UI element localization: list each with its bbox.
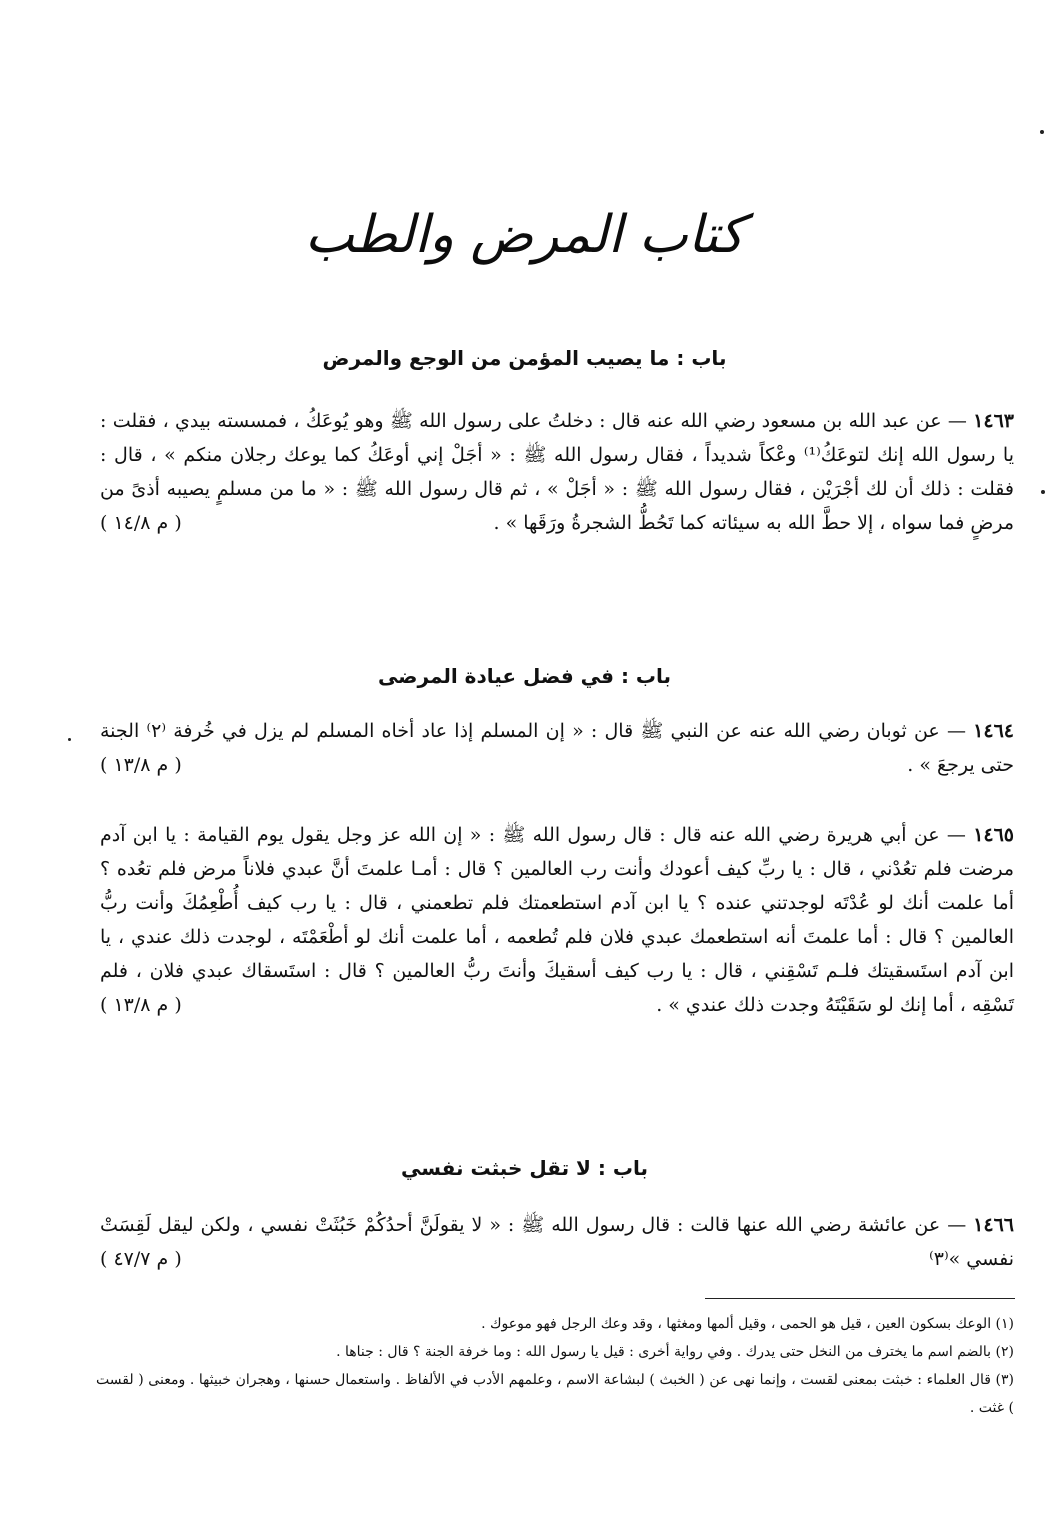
hadith-paragraph [100, 714, 1014, 782]
hadith-paragraph [100, 404, 1014, 540]
scan-speck [68, 738, 71, 741]
hadith-text: — عن أبي هريرة رضي الله عنه قال : قال رسول الله ﷺ : « إن الله عز وجل يقول يوم القيامة : يا ابن آدم مرضت فلم تعُدْني ، قال : يا ربِّ كيف أعودك وأنت رب العالمين ؟ قال : أمـا علمتَ أنَّ عبدي فلاناً مرض فلم تعُده ؟ أما علمت أنك لو عُدْتَه لوجدتني عنده ؟ يا ابن آدم استطعمتك فلم تطعمني ، قال : يا رب كيف أُطْعِمُكَ وأنت ربُّ العالمين ؟ قال : أما علمتَ أنه استطعمك عبدي فلان فلم تُطعمه ، أما علمت أنك لو أطْعَمْتَه ، لوجدت ذلك عندي ، يا ابن آدم استَسقيتك فلـم تَسْقِني ، قال : يا رب كيف أسقيكَ وأنتَ ربُّ العالمين ؟ قال : استَسقاك عبدي فلان ، فلم تَسْقِه ، أما إنك لو سَقَيْتَهُ وجدت ذلك عندي » . [100, 824, 1014, 1016]
page-title: كتاب المرض والطب [304, 205, 745, 265]
scan-speck [1040, 130, 1044, 134]
hadith-number: ١٤٦٤ [973, 720, 1014, 742]
hadith-paragraph [100, 1208, 1014, 1276]
hadith-text: — عن عائشة رضي الله عنها قالت : قال رسول الله ﷺ : « لا يقولَنَّ أحدُكُمْ خَبُثَتْ نفسي ، ولكن ليقل لَقِسَتْ نفسي »⁽٣⁾ [100, 1214, 1014, 1270]
section-heading: باب : في فضل عيادة المرضى [377, 664, 672, 688]
hadith-reference: ( م ١٣/٨ ) [100, 994, 182, 1016]
footnotes [96, 1310, 1014, 1422]
section-heading: باب : لا تقل خبثت نفسي [401, 1156, 648, 1180]
footnote: (١) الوعك بسكون العين ، قيل هو الحمى ، وقيل ألمها ومغثها ، وقد وعك الرجل فهو موعوك . [481, 1316, 1014, 1332]
hadith-number: ١٤٦٣ [973, 410, 1014, 432]
footnote: (٣) قال العلماء : خبثت بمعنى لقست ، وإنما نهى عن ( الخبث ) لبشاعة الاسم ، وعلمهم الأدب في الألفاظ . واستعمال حسنها ، وهجران خبيثها . ومعنى ( لقست ) غثت . [96, 1372, 1014, 1416]
hadith-number: ١٤٦٦ [973, 1214, 1014, 1236]
hadith-reference: ( م ١٤/٨ ) [100, 512, 182, 534]
hadith-reference: ( م ١٣/٨ ) [100, 754, 182, 776]
footnote-divider [705, 1298, 1015, 1299]
hadith-text: — عن ثوبان رضي الله عنه عن النبي ﷺ قال : « إن المسلم إذا عاد أخاه المسلم لم يزل في خُرفة ⁽٢⁾ الجنة حتى يرجعَ » . [100, 720, 1014, 776]
scan-speck [1041, 490, 1045, 494]
hadith-paragraph [100, 818, 1014, 1022]
footnote: (٢) بالضم اسم ما يخترف من النخل حتى يدرك . وفي رواية أخرى : قيل يا رسول الله : وما خرفة الجنة ؟ قال : جناها . [336, 1344, 1014, 1360]
hadith-text: — عن عبد الله بن مسعود رضي الله عنه قال : دخلتُ على رسول الله ﷺ وهو يُوعَكُ ، فمسسته بيدي ، فقلت : يا رسول الله إنك لتوعَكُ⁽¹⁾ وعْكاً شديداً ، فقال رسول الله ﷺ : « أجَلْ إني أوعَكُ كما يوعك رجلان منكم » ، قال : فقلت : ذلك أن لك أجْرَيْن ، فقال رسول الله ﷺ : « أجَلْ » ، ثم قال رسول الله ﷺ : « ما من مسلمٍ يصيبه أذىً من مرضٍ فما سواه ، إلا حطَّ الله به سيئاته كما تَحُطُّ الشجرةُ ورَقَها » . [100, 410, 1015, 534]
hadith-reference: ( م ٤٧/٧ ) [100, 1248, 182, 1270]
section-heading: باب : ما يصيب المؤمن من الوجع والمرض [322, 346, 727, 370]
hadith-number: ١٤٦٥ [973, 824, 1015, 846]
